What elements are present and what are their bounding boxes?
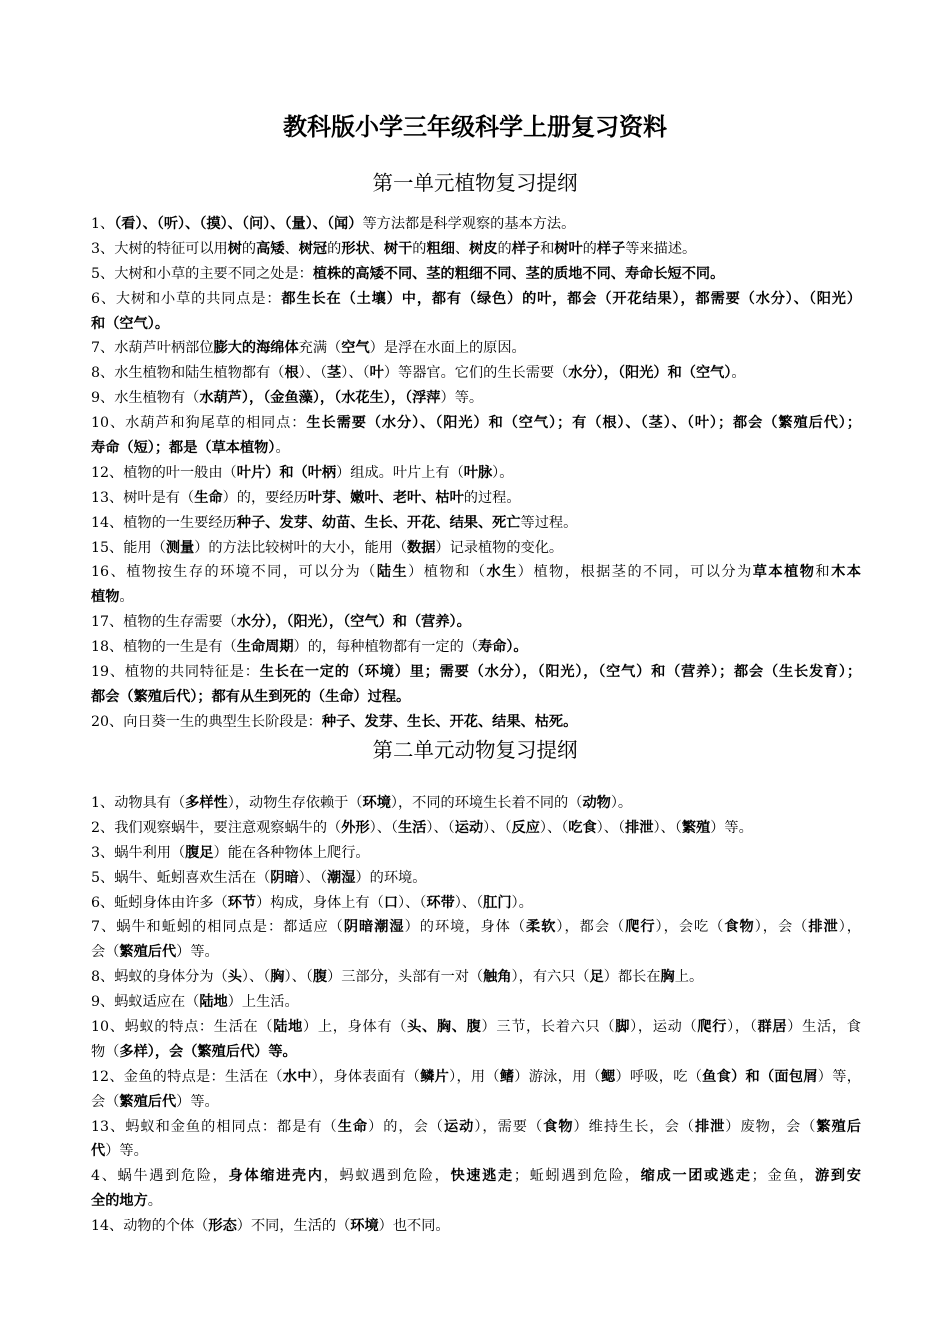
- line-text: ）、（: [241, 969, 271, 986]
- key-term: 种子、发芽、幼苗、生长、开花、结果、死亡: [236, 514, 521, 531]
- outline-line: [91, 1015, 861, 1040]
- line-text: 。: [147, 1193, 162, 1210]
- key-term: 都生长在（土壤）中，都有（绿色）的叶，都会（开花结果），都需要（水分）、（阳光）: [281, 290, 861, 307]
- key-term: （看）、（听）、（摸）、（问）、（量）、（闻）: [114, 216, 363, 232]
- line-text: ）组成。叶片上有（: [336, 464, 464, 481]
- outline-line: [91, 1090, 861, 1115]
- key-term: 吃食: [568, 819, 597, 836]
- line-text: 物（: [91, 1043, 120, 1060]
- line-text: 2、我们观察蜗牛，要注意观察蜗牛的（: [91, 819, 342, 836]
- key-term: 爬行: [697, 1019, 728, 1036]
- outline-line: [91, 312, 861, 337]
- key-term: 繁殖: [681, 819, 711, 836]
- line-text: 9、水生植物有（: [91, 390, 200, 407]
- key-term: 都会（繁殖后代）；都有从生到死的（生命）过程。: [91, 688, 411, 705]
- line-text: 20、向日葵一生的典型生长阶段是：: [91, 713, 322, 730]
- line-text: ）。: [610, 795, 633, 811]
- line-text: ）。: [511, 894, 533, 911]
- key-term: 和（空气）。: [91, 315, 170, 332]
- key-term: 全的地方: [91, 1193, 148, 1210]
- key-term: 头: [227, 969, 242, 986]
- line-text: 18、植物的一生是有（: [91, 639, 237, 656]
- key-term: 水生: [486, 564, 518, 581]
- outline-line: [91, 940, 861, 965]
- outline-line: [91, 411, 861, 436]
- line-text: 、: [369, 240, 384, 257]
- line-text: 1、动物具有（: [91, 795, 186, 811]
- outline-line: [91, 710, 861, 735]
- line-text: ）、（: [341, 365, 370, 382]
- line-text: ）也不同。: [378, 1218, 450, 1235]
- line-text: 12、植物的叶一般由（: [91, 464, 237, 481]
- key-term: 根: [284, 365, 299, 382]
- outline-line: [91, 685, 861, 710]
- key-term: 阴暗: [270, 869, 299, 886]
- line-text: ）等。: [176, 944, 219, 961]
- outline-line: [91, 262, 861, 287]
- key-term: 多样性: [185, 795, 228, 811]
- line-text: 3、蜗牛利用（: [91, 844, 186, 861]
- key-term: 水葫芦），（金鱼藻），（水花生），（浮萍: [199, 390, 441, 407]
- key-term: 生长需要（水分）、（阳光）和（空气）；有（根）、（茎）、（叶）；都会（繁殖后代）；: [306, 415, 861, 432]
- line-text: 、: [454, 240, 470, 257]
- key-term: 测量: [165, 539, 195, 556]
- line-text: 。: [275, 440, 290, 457]
- line-text: 的: [241, 240, 257, 257]
- line-text: 上。: [674, 969, 704, 986]
- key-term: 缩成一团或逃走: [640, 1168, 752, 1185]
- key-term: 头、胸、腹: [407, 1019, 482, 1036]
- line-text: 7、蜗牛和蚯蚓的相同点是：都适应（: [91, 919, 344, 936]
- key-term: 水分），（阳光），（空气）和（营养）。: [236, 614, 471, 631]
- line-text: 等方法都是科学观察的基本方法。: [362, 216, 576, 232]
- outline-line: [91, 866, 861, 891]
- line-text: ）等，: [817, 1068, 861, 1085]
- key-term: 运动: [443, 1118, 475, 1135]
- line-text: 充满（: [298, 340, 342, 357]
- line-text: 9、蚂蚁适应在（: [91, 994, 200, 1011]
- line-text: 的过程。: [463, 489, 521, 506]
- line-text: 的: [497, 240, 512, 257]
- line-text: ）、（: [596, 819, 626, 836]
- line-text: ），不同的环境生长着不同的（: [390, 795, 583, 811]
- outline-line: [91, 560, 861, 585]
- key-term: 排泄: [625, 819, 654, 836]
- key-term: 繁殖后代: [119, 1093, 177, 1110]
- outline-line: [91, 511, 861, 536]
- line-text: ），会吃（: [655, 919, 725, 936]
- key-term: 空气: [341, 340, 370, 357]
- line-text: ）、（: [539, 819, 569, 836]
- outline-line: [91, 791, 861, 816]
- key-term: 反应: [511, 819, 540, 836]
- line-text: ，蚂蚁遇到危险，: [323, 1168, 451, 1185]
- line-text: 、: [284, 240, 299, 257]
- outline-line: [91, 965, 861, 990]
- key-term: 样子: [596, 240, 626, 257]
- outline-line: [91, 915, 861, 940]
- line-text: ）记录植物的变化。: [435, 539, 564, 556]
- outline-line: [91, 212, 861, 237]
- key-term: 植株的高矮不同、茎的粗细不同、茎的质地不同、寿命长短不同。: [312, 265, 725, 282]
- line-text: ）的，要经历: [222, 489, 308, 506]
- key-term: 外形: [341, 819, 370, 836]
- unit-heading-animals: 第二单元动物复习提纲: [372, 738, 578, 762]
- line-text: ）、（: [284, 969, 313, 986]
- key-term: 叶: [369, 365, 384, 382]
- key-term: 环节: [227, 894, 257, 911]
- line-text: ），需要（: [474, 1118, 544, 1135]
- line-text: ），（: [727, 1019, 758, 1036]
- outline-line: [91, 486, 861, 511]
- unit-1-outline: [91, 212, 861, 735]
- line-text: 6、蚯蚓身体由许多（: [91, 894, 228, 911]
- line-text: ）、（: [653, 819, 682, 836]
- outline-line: [91, 585, 861, 610]
- line-text: 4、蜗牛遇到危险，: [91, 1168, 229, 1185]
- line-text: ）的环境。: [355, 869, 427, 886]
- line-text: ），会（: [754, 919, 809, 936]
- key-term: 肛门: [483, 894, 512, 911]
- key-term: 陆地: [273, 1019, 304, 1036]
- key-term: 样子: [511, 240, 541, 257]
- line-text: 1、: [91, 216, 115, 232]
- key-term: 环境: [362, 795, 391, 811]
- line-text: ）是浮在水面上的原因。: [369, 340, 526, 357]
- key-term: 水中: [282, 1068, 312, 1085]
- key-term: 生命: [337, 1118, 369, 1135]
- line-text: ）废物，会（: [725, 1118, 817, 1135]
- line-text: 6、大树和小草的共同点是：: [91, 290, 282, 307]
- key-term: 食物: [724, 919, 755, 936]
- outline-line: [91, 336, 861, 361]
- line-text: ）构成，身体上有（: [256, 894, 384, 911]
- outline-line: [91, 1214, 861, 1239]
- key-term: 形状: [341, 240, 370, 257]
- line-text: ；蚯蚓遇到危险，: [513, 1168, 641, 1185]
- key-term: 种子、发芽、生长、开花、结果、枯死。: [321, 713, 578, 730]
- key-term: 寿命（短）；都是（草本植物）: [91, 440, 276, 457]
- outline-line: [91, 461, 861, 486]
- line-text: 14、动物的个体（: [91, 1218, 209, 1235]
- key-term: 环带: [426, 894, 455, 911]
- key-term: 繁殖后: [816, 1118, 861, 1135]
- key-term: 水分），（阳光）和（空气）: [568, 365, 732, 382]
- line-text: ）等。: [440, 390, 484, 407]
- line-text: ）都长在: [603, 969, 661, 986]
- line-text: 19、植物的共同特征是：: [91, 664, 260, 681]
- line-text: ）、（: [398, 894, 427, 911]
- key-term: 叶脉: [463, 464, 493, 481]
- outline-line: [91, 1040, 861, 1065]
- line-text: 的: [327, 240, 342, 257]
- line-text: ），都会（: [556, 919, 626, 936]
- key-term: 排泄: [808, 919, 839, 936]
- key-term: 生长在一定的（环境）里；需要（水分），（阳光），（空气）和（营养）；都会（生长发育）；: [259, 664, 861, 681]
- outline-line: [91, 891, 861, 916]
- line-text: ），: [838, 919, 861, 936]
- outline-line: [91, 1115, 861, 1140]
- line-text: ；金鱼，: [751, 1168, 816, 1185]
- key-term: 植物: [91, 589, 120, 606]
- key-term: 高矮: [256, 240, 285, 257]
- outline-line: [91, 1065, 861, 1090]
- key-term: 寿命）。: [477, 639, 528, 656]
- key-term: 身体缩进壳内: [228, 1168, 324, 1185]
- line-text: 3、大树的特征可以用: [91, 240, 228, 257]
- line-text: ），运动（: [630, 1019, 698, 1036]
- outline-line: [91, 361, 861, 386]
- key-term: 胸: [660, 969, 675, 986]
- key-term: 动物: [582, 795, 611, 811]
- key-term: 生命周期: [236, 639, 294, 656]
- outline-line: [91, 436, 861, 461]
- key-term: 环境: [350, 1218, 379, 1235]
- line-text: ），有六只（: [511, 969, 590, 986]
- key-term: 潮湿: [327, 869, 356, 886]
- line-text: ）维持生长，会（: [573, 1118, 695, 1135]
- line-text: 5、大树和小草的主要不同之处是：: [91, 265, 313, 282]
- line-text: ）的，每种植物都有一定的（: [293, 639, 478, 656]
- outline-line: [91, 990, 861, 1015]
- key-term: 代: [91, 1143, 106, 1160]
- line-text: 等来描述。: [625, 240, 697, 257]
- key-term: 粗细: [426, 240, 455, 257]
- line-text: ）植物和（: [408, 564, 487, 581]
- line-text: ）。: [492, 464, 514, 481]
- line-text: ），用（: [449, 1068, 500, 1085]
- key-term: 足: [589, 969, 604, 986]
- outline-line: [91, 386, 861, 411]
- line-text: ）的环境，身体（: [404, 919, 527, 936]
- line-text: 7、水葫芦叶柄部位: [91, 340, 214, 357]
- outline-line: [91, 660, 861, 685]
- key-term: 鳃: [601, 1068, 616, 1085]
- key-term: 脚: [615, 1019, 631, 1036]
- line-text: ），动物生存依赖于（: [227, 795, 363, 811]
- line-text: 和: [815, 564, 832, 581]
- key-term: 陆生: [376, 564, 409, 581]
- line-text: 15、能用（: [91, 539, 166, 556]
- line-text: ），身体表面有（: [311, 1068, 421, 1085]
- outline-line: [91, 536, 861, 561]
- line-text: 14、植物的一生要经历: [91, 514, 237, 531]
- key-term: 生活: [397, 819, 427, 836]
- key-term: 树干: [383, 240, 413, 257]
- line-text: ）能在各种物体上爬行。: [213, 844, 370, 861]
- line-text: 13、蚂蚁和金鱼的相同点：都是有（: [91, 1118, 338, 1135]
- line-text: ）植物，根据茎的不同，可以分为: [517, 564, 753, 581]
- key-term: 群居: [757, 1019, 788, 1036]
- line-text: 8、蚂蚁的身体分为（: [91, 969, 228, 986]
- line-text: 的: [582, 240, 597, 257]
- line-text: 13、树叶是有（: [91, 489, 195, 506]
- line-text: ）等。: [105, 1143, 148, 1160]
- key-term: 陆地: [199, 994, 228, 1011]
- line-text: 5、蜗牛、蚯蚓喜欢生活在（: [91, 869, 271, 886]
- line-text: ）的方法比较树叶的大小，能用（: [194, 539, 408, 556]
- line-text: ）、（: [298, 365, 328, 382]
- key-term: 多样），会（繁殖后代）等。: [119, 1043, 297, 1060]
- key-term: 茎: [327, 365, 342, 382]
- line-text: ）三节，长着六只（: [481, 1019, 616, 1036]
- line-text: ）游泳，用（: [514, 1068, 601, 1085]
- key-term: 鳍: [499, 1068, 515, 1085]
- key-term: 叶芽、嫩叶、老叶、枯叶: [307, 489, 464, 506]
- key-term: 口: [383, 894, 399, 911]
- key-term: 腹: [312, 969, 328, 986]
- line-text: 17、植物的生存需要（: [91, 614, 237, 631]
- key-term: 阴暗潮湿: [343, 919, 405, 936]
- line-text: 。: [731, 365, 746, 382]
- line-text: 等过程。: [520, 514, 578, 531]
- outline-line: [91, 816, 861, 841]
- outline-line: [91, 237, 861, 262]
- key-term: 食物: [543, 1118, 574, 1135]
- line-text: ）、（: [426, 819, 455, 836]
- line-text: 会（: [91, 1093, 120, 1110]
- key-term: 运动: [454, 819, 484, 836]
- line-text: 12、金鱼的特点是：生活在（: [91, 1068, 283, 1085]
- key-term: 柔软: [526, 919, 557, 936]
- key-term: 快速逃走: [450, 1168, 514, 1185]
- line-text: ）等。: [710, 819, 753, 836]
- key-term: 排泄: [694, 1118, 726, 1135]
- key-term: 木本: [831, 564, 861, 581]
- key-term: 爬行: [625, 919, 656, 936]
- line-text: 8、水生植物和陆生植物都有（: [91, 365, 285, 382]
- outline-line: [91, 1189, 861, 1214]
- line-text: 。: [119, 589, 134, 606]
- line-text: ）等器官。它们的生长需要（: [383, 365, 569, 382]
- line-text: 的: [412, 240, 427, 257]
- key-term: 触角: [483, 969, 512, 986]
- key-term: 胸: [270, 969, 285, 986]
- key-term: 生命: [194, 489, 223, 506]
- line-text: ）生活，食: [787, 1019, 861, 1036]
- outline-line: [91, 1164, 861, 1189]
- outline-line: [91, 635, 861, 660]
- outline-line: [91, 610, 861, 635]
- line-text: ）不同，生活的（: [236, 1218, 351, 1235]
- unit-heading-plants: 第一单元植物复习提纲: [372, 171, 578, 195]
- line-text: ）三部分，头部有一对（: [327, 969, 484, 986]
- outline-line: [91, 841, 861, 866]
- document-title: 教科版小学三年级科学上册复习资料: [283, 113, 667, 141]
- line-text: ）上生活。: [227, 994, 299, 1011]
- line-text: ）等。: [176, 1093, 219, 1110]
- line-text: ）呼吸，吃（: [615, 1068, 703, 1085]
- key-term: 腹足: [185, 844, 214, 861]
- line-text: 16、植物按生存的环境不同，可以分为（: [91, 564, 377, 581]
- line-text: 和: [540, 240, 555, 257]
- key-term: 鱼食）和（面包屑: [702, 1068, 818, 1085]
- line-text: ）、（: [369, 819, 398, 836]
- unit-2-outline: [91, 791, 861, 1239]
- key-term: 叶片）和（叶柄: [236, 464, 337, 481]
- key-term: 树: [227, 240, 242, 257]
- line-text: 会（: [91, 944, 120, 961]
- line-text: 10、蚂蚁的特点：生活在（: [91, 1019, 274, 1036]
- line-text: ）、（: [298, 869, 328, 886]
- key-term: 树冠: [298, 240, 328, 257]
- key-term: 膨大的海绵体: [213, 340, 299, 357]
- key-term: 树皮: [469, 240, 498, 257]
- key-term: 形态: [208, 1218, 237, 1235]
- line-text: ）、（: [483, 819, 512, 836]
- outline-line: [91, 1139, 861, 1164]
- line-text: ）的，会（: [368, 1118, 444, 1135]
- key-term: 繁殖后代: [119, 944, 177, 961]
- line-text: ）上，身体有（: [303, 1019, 408, 1036]
- line-text: ）、（: [454, 894, 484, 911]
- line-text: 10、水葫芦和狗尾草的相同点：: [91, 415, 307, 432]
- key-term: 草本植物: [752, 564, 816, 581]
- key-term: 游到安: [815, 1168, 861, 1185]
- key-term: 树叶: [554, 240, 583, 257]
- outline-line: [91, 287, 861, 312]
- key-term: 鳞片: [420, 1068, 450, 1085]
- key-term: 数据: [407, 539, 436, 556]
